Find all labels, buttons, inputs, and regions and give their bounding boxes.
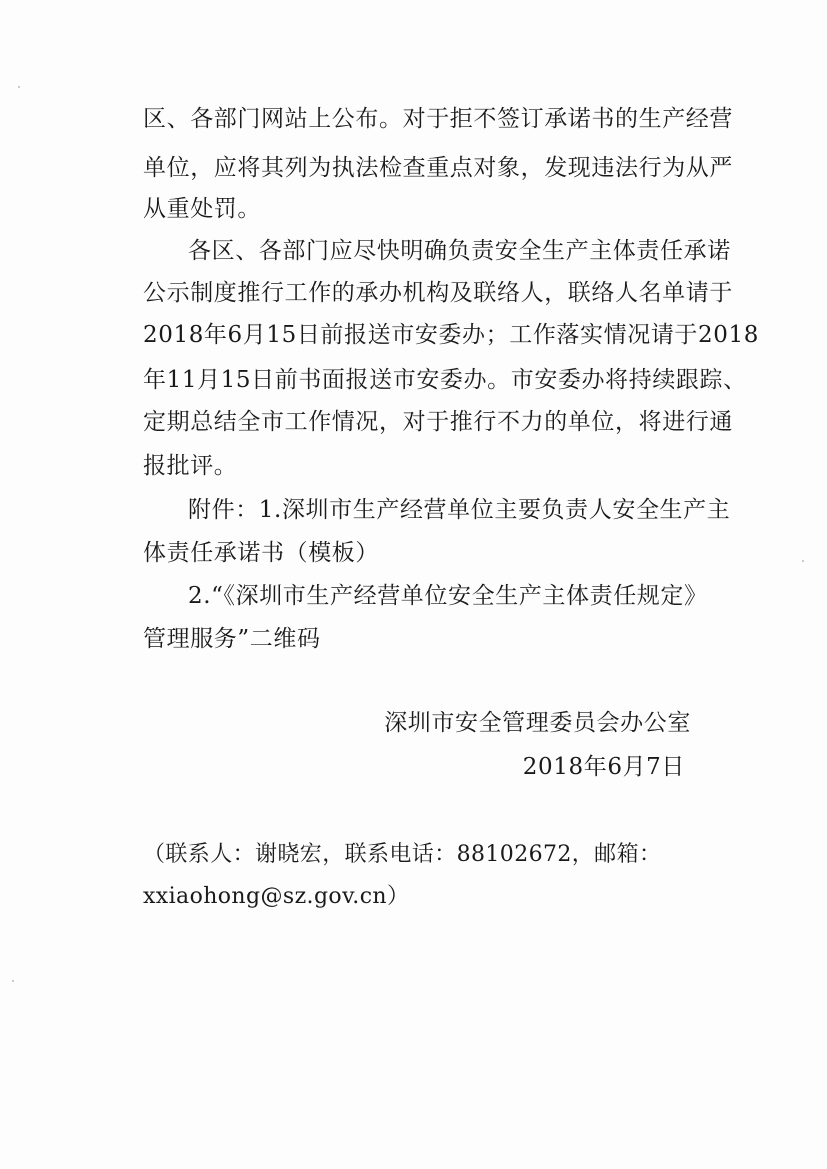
body-line: 定期总结全市工作情况，对于推行不力的单位，将进行通 [143, 409, 733, 435]
contact-line: （联系人：谢晓宏，联系电话：88102672，邮箱： [143, 842, 662, 867]
scan-speck [802, 560, 804, 562]
body-line: 报批评。 [143, 453, 238, 479]
attachment-line: 2.“《深圳市生产经营单位安全生产主体责任规定》 [188, 583, 708, 609]
body-line: 年11月15日前书面报送市安委办。市安委办将持续跟踪、 [143, 367, 747, 393]
attachment-line: 附件：1.深圳市生产经营单位主要负责人安全生产主 [188, 497, 731, 523]
body-line: 从重处罚。 [143, 196, 261, 222]
scan-speck [12, 980, 14, 982]
attachment-line: 管理服务”二维码 [143, 626, 321, 652]
body-line: 公示制度推行工作的承办机构及联络人，联络人名单请于 [143, 280, 733, 306]
signature-org: 深圳市安全管理委员会办公室 [384, 710, 691, 736]
body-line: 区、各部门网站上公布。对于拒不签订承诺书的生产经营 [143, 106, 733, 132]
body-line: 单位，应将其列为执法检查重点对象，发现违法行为从严 [143, 155, 733, 181]
signature-date: 2018年6月7日 [522, 754, 685, 780]
body-line: 2018年6月15日前报送市安委办；工作落实情况请于2018 [143, 322, 759, 348]
scan-speck [18, 86, 20, 88]
attachment-line: 体责任承诺书（模板） [143, 540, 379, 566]
contact-email-line: xxiaohong@sz.gov.cn） [143, 884, 410, 909]
body-line: 各区、各部门应尽快明确负责安全生产主体责任承诺 [188, 238, 731, 264]
